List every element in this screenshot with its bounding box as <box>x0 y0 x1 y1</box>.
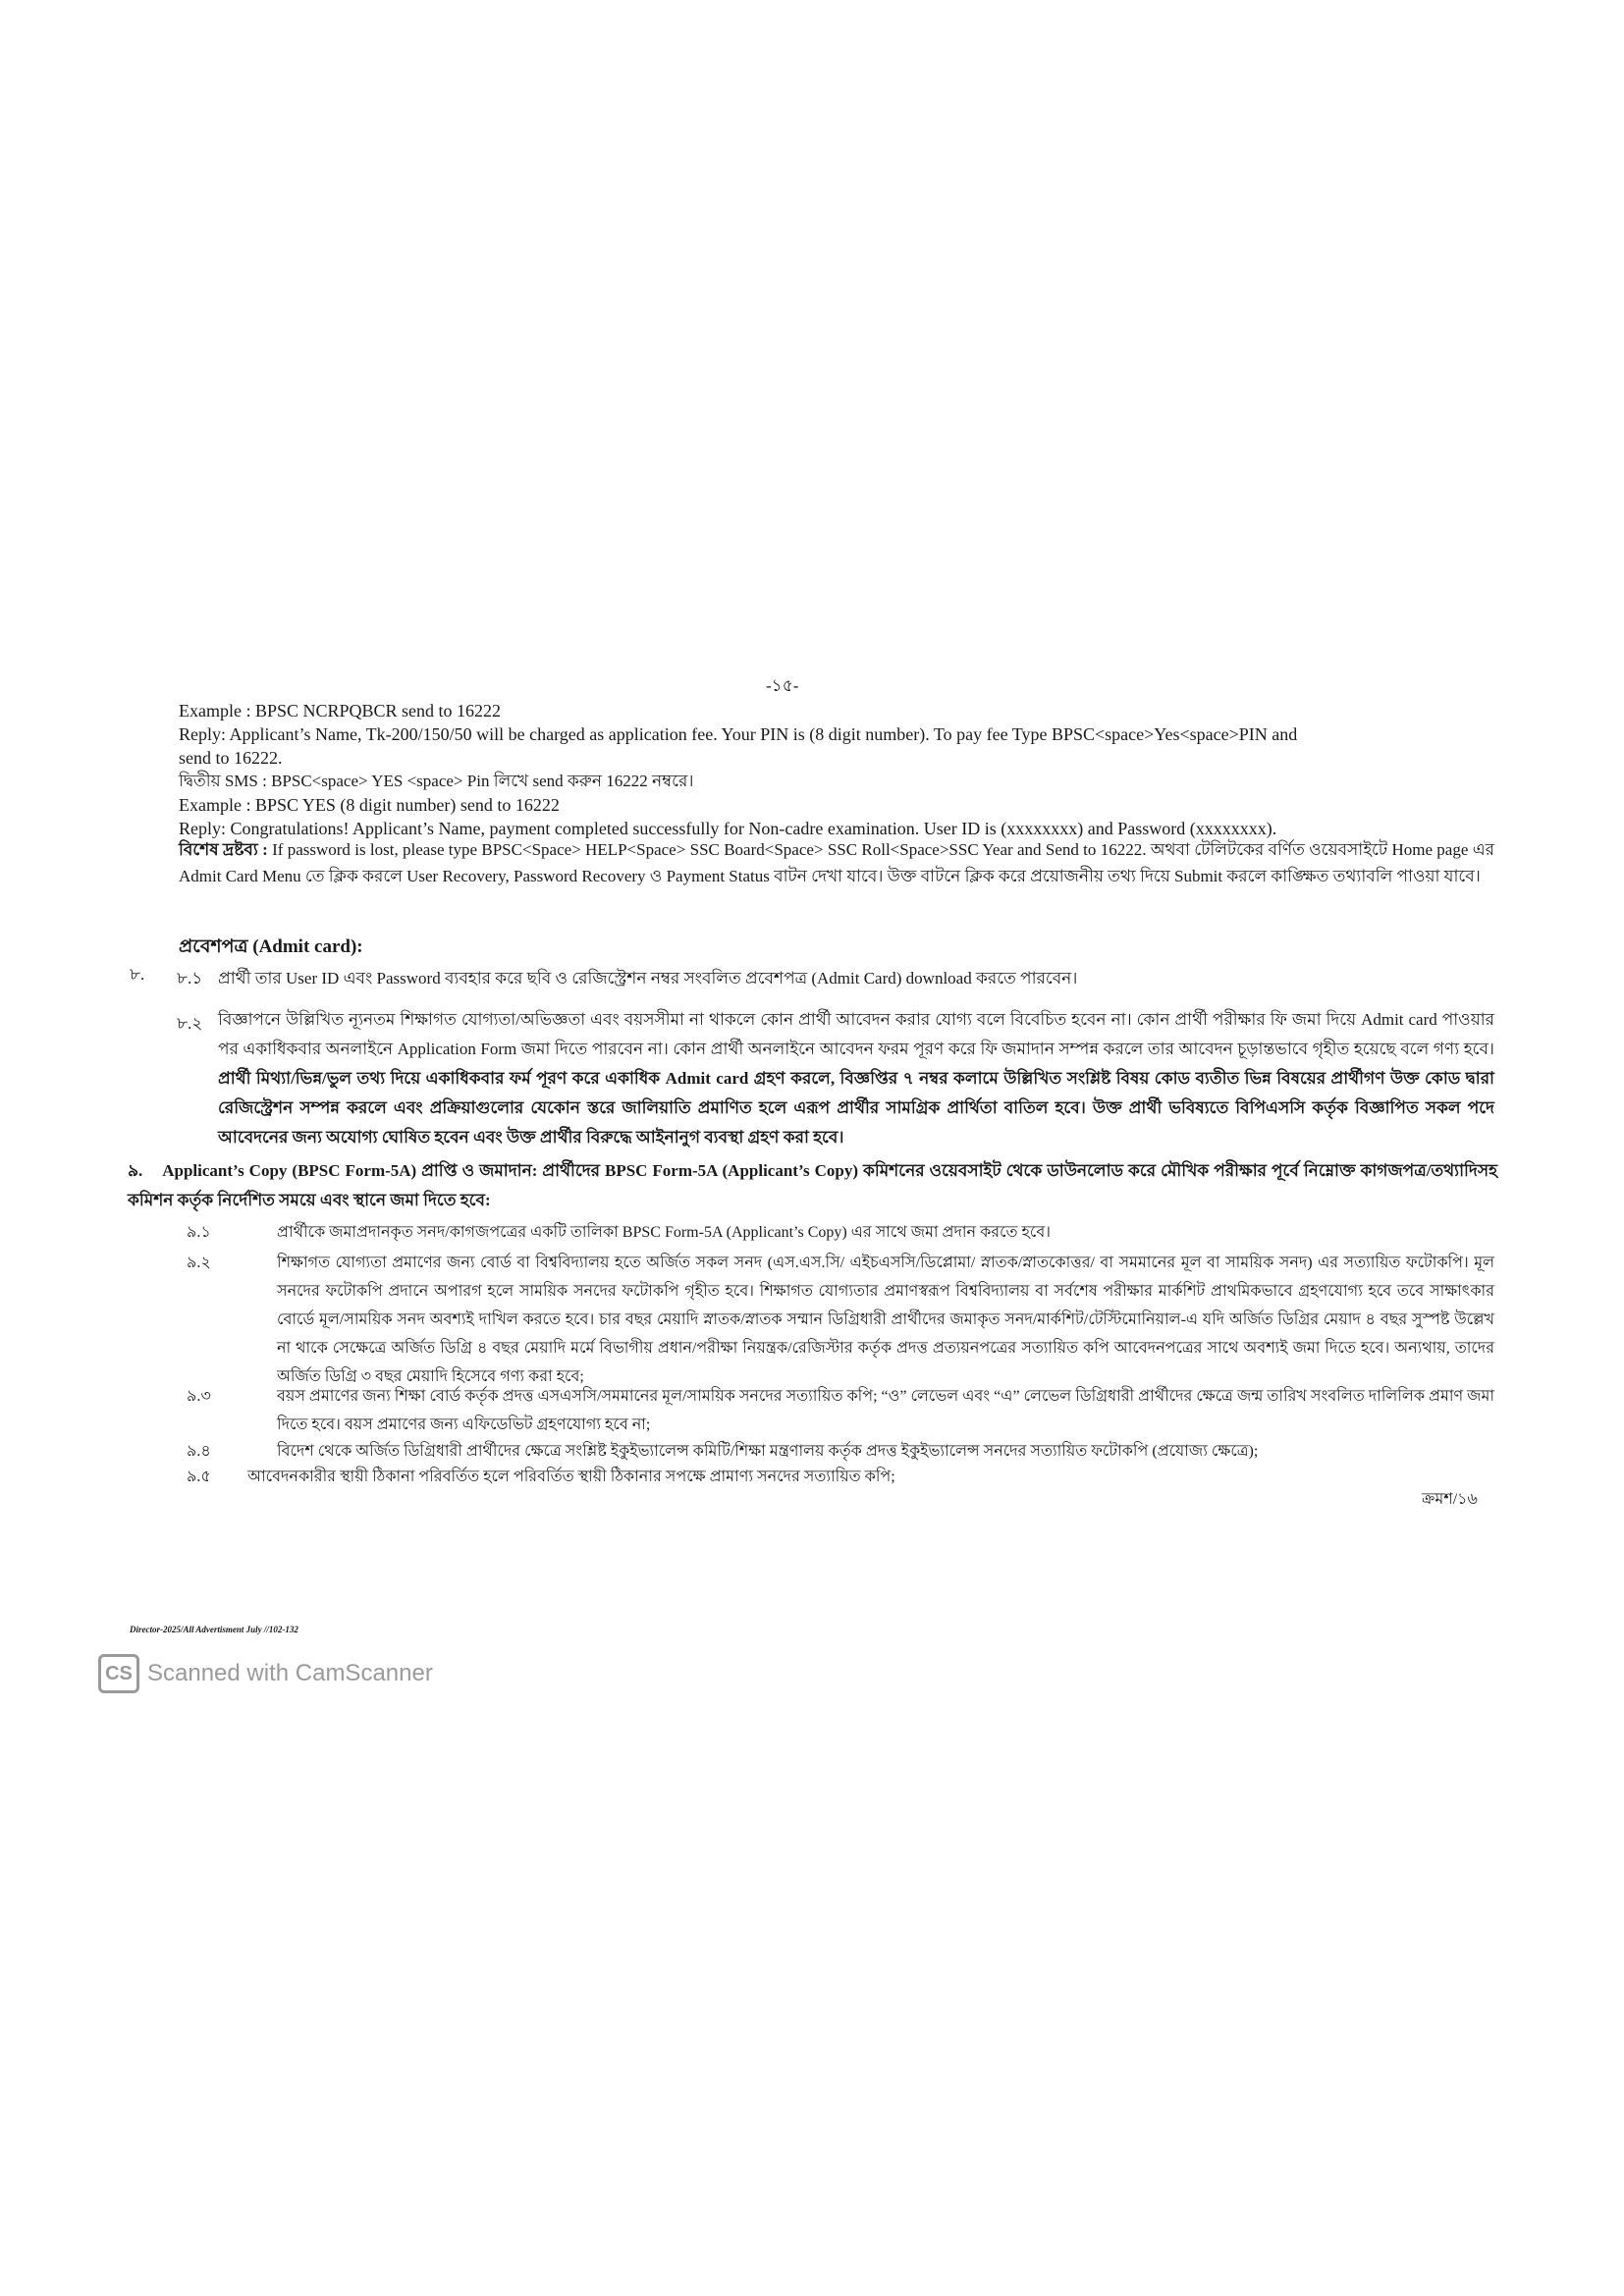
item-9-2-text: শিক্ষাগত যোগ্যতা প্রমাণের জন্য বোর্ড বা বিশ্ববিদ্যালয় হতে অর্জিত সকল সনদ (এস.এস.সি/ এইচএসসি/ডিপ্লোমা/ স্নাতক/স্নাতকোত্তর/ বা সমমানের মূল বা সাময়িক সনদ) এর সত্যায়িত ফটোকপি। মূল সনদের ফটোকপি প্রদানে অপারগ হলে সাময়িক সনদের ফটোকপি গৃহীত হবে। শিক্ষাগত যোগ্যতার প্রমাণস্বরূপ বিশ্ববিদ্যালয় বা সর্বশেষ পরীক্ষার মার্কশিট প্রাথমিকভাবে গ্রহণযোগ্য হবে তবে সাক্ষাৎকার বোর্ডে মূল/সাময়িক সনদ অবশ্যই দাখিল করতে হবে। চার বছর মেয়াদি স্নাতক/স্নাতক সম্মান ডিগ্রিধারী প্রার্থীদের জমাকৃত সনদ/মার্কশিট/টেস্টিমোনিয়াল-এ যদি অর্জিত ডিগ্রির মেয়াদ ৪ বছর সুস্পষ্ট উল্লেখ না থাকে সেক্ষেত্রে অর্জিত ডিগ্রি ৪ বছর মেয়াদি মর্মে বিভাগীয় প্রধান/পরীক্ষা নিয়ন্ত্রক/রেজিস্টার কর্তৃক প্রদত্ত প্রত্যয়নপত্রের সত্যায়িত কপি আবেদনপত্রের সাথে অবশ্যই জমা দিতে হবে। অন্যথায়, তাদের অর্জিত ডিগ্রি ৩ বছর মেয়াদি হিসেবে গণ্য করা হবে; <box>277 1255 1494 1385</box>
section-9-intro <box>128 1156 1497 1215</box>
sms-example-2: Example : BPSC YES (8 digit number) send to 16222 <box>179 795 560 815</box>
footer-reference: Director-2025/All Advertisment July //102-132 <box>130 1625 298 1634</box>
item-8-1-text: প্রার্থী তার User ID এবং Password ব্যবহার করে ছবি ও রেজিস্ট্রেশন নম্বর সংবলিত প্রবেশপত্র (Admit Card) download করতে পারবেন। <box>218 969 1078 988</box>
special-note-text: If password is lost, please type BPSC<Space> HELP<Space> SSC Board<Space> SSC Roll<Space>SSC Year and Send to 16222. অথবা টেলিটকের বর্ণিত ওয়েবসাইটে Home page এর Admit Card Menu তে ক্লিক করলে User Recovery, Password Recovery ও Payment Status বাটন দেখা যাবে। উক্ত বাটনে ক্লিক করে প্রয়োজনীয় তথ্য দিয়ে Submit করলে কাঙ্ক্ষিত তথ্যাবলি পাওয়া যাবে। <box>179 840 1494 885</box>
item-8-2-text: বিজ্ঞাপনে উল্লিখিত ন্যূনতম শিক্ষাগত যোগ্যতা/অভিজ্ঞতা এবং বয়সসীমা না থাকলে কোন প্রার্থী আবেদন করার যোগ্য বলে বিবেচিত হবেন না। কোন প্রার্থী পরীক্ষার ফি জমা দিয়ে Admit card পাওয়ার পর একাধিকবার অনলাইনে Application Form জমা দিতে পারবেন না। কোন প্রার্থী অনলাইনে আবেদন ফরম পূরণ করে ফি জমাদান সম্পন্ন করলে তার আবেদন চূড়ান্তভাবে গৃহীত হয়েছে বলে গণ্য হবে। <box>218 1010 1494 1058</box>
sms-reply-1-line-b: send to 16222. <box>179 748 283 768</box>
continued-marker: ক্রমশ/১৬ <box>1422 1491 1478 1508</box>
camscanner-text: Scanned with CamScanner <box>147 1660 433 1686</box>
sms-reply-1-line-a: Reply: Applicant’s Name, Tk-200/150/50 will be charged as application fee. Your PIN is (8 digit number). To pay fee Type BPSC<space>Yes<space>PIN and <box>179 724 1298 744</box>
item-9-5-number: ৯.৫ <box>187 1468 211 1485</box>
special-note <box>179 836 1494 889</box>
camscanner-logo-icon: CS <box>98 1654 139 1693</box>
item-9-2-number: ৯.২ <box>187 1255 211 1271</box>
section-9-text: Applicant’s Copy (BPSC Form-5A) প্রাপ্তি ও জমাদান: প্রার্থীদের BPSC Form-5A (Applicant’s Copy) কমিশনের ওয়েবসাইট থেকে ডাউনলোড করে মৌখিক পরীক্ষার পূর্বে নিম্নোক্ত কাগজপত্র/তথ্যাদিসহ কমিশন কর্তৃক নির্দেশিত সময়ে এবং স্থানে জমা দিতে হবে: <box>128 1161 1497 1209</box>
item-9-3-text: বয়স প্রমাণের জন্য শিক্ষা বোর্ড কর্তৃক প্রদত্ত এসএসসি/সমমানের মূল/সাময়িক সনদের সত্যায়িত কপি; “ও” লেভেল এবং “এ” লেভেল ডিগ্রিধারী প্রার্থীদের ক্ষেত্রে জন্ম তারিখ সংবলিত দালিলিক প্রমাণ জমা দিতে হবে। বয়স প্রমাণের জন্য এফিডেভিট গ্রহণযোগ্য হবে না; <box>277 1388 1494 1433</box>
admit-card-heading: প্রবেশপত্র (Admit card): <box>179 936 363 957</box>
camscanner-watermark <box>98 1652 433 1695</box>
item-9-3-number: ৯.৩ <box>187 1388 211 1405</box>
item-9-1-text: প্রার্থীকে জমাপ্রদানকৃত সনদ/কাগজপত্রের একটি তালিকা BPSC Form-5A (Applicant’s Copy) এর সাথে জমা প্রদান করতে হবে। <box>277 1224 1051 1241</box>
item-9-5-text: আবেদনকারীর স্থায়ী ঠিকানা পরিবর্তিত হলে পরিবর্তিত স্থায়ী ঠিকানার সপক্ষে প্রামাণ্য সনদের সত্যায়িত কপি; <box>247 1468 895 1485</box>
page-number: -১৫- <box>766 676 799 695</box>
item-8-2-marker: ৮.২ <box>177 1014 203 1033</box>
section-9-marker: ৯. <box>128 1161 143 1180</box>
item-9-4-text: বিদেশ থেকে অর্জিত ডিগ্রিধারী প্রার্থীদের ক্ষেত্রে সংশ্লিষ্ট ইকুইভ্যালেন্স কমিটি/শিক্ষা মন্ত্রণালয় কর্তৃক প্রদত্ত ইকুইভ্যালেন্স সনদের সত্যায়িত ফটোকপি (প্রযোজ্য ক্ষেত্রে); <box>277 1443 1259 1460</box>
item-9-1-number: ৯.১ <box>187 1224 211 1241</box>
item-9-4-number: ৯.৪ <box>187 1443 211 1460</box>
sms-example-1: Example : BPSC NCRPQBCR send to 16222 <box>179 701 502 721</box>
second-sms-instruction: দ্বিতীয় SMS : BPSC<space> YES <space> Pin লিখে send করুন 16222 নম্বরে। <box>179 772 694 790</box>
item-8-1-marker: ৮.১ <box>177 969 203 988</box>
item-8-2-paragraph <box>218 1005 1494 1152</box>
section-8-marker: ৮. <box>130 965 145 984</box>
sms-reply-2: Reply: Congratulations! Applicant’s Name, payment completed successfully for Non-cadre examination. User ID is (xxxxxxxx) and Password (xxxxxxxx). <box>179 819 1277 838</box>
special-note-label: বিশেষ দ্রষ্টব্য : <box>179 840 268 859</box>
item-8-2-bold-text: প্রার্থী মিথ্যা/ভিন্ন/ভুল তথ্য দিয়ে একাধিকবার ফর্ম পূরণ করে একাধিক Admit card গ্রহণ করলে, বিজ্ঞপ্তির ৭ নম্বর কলামে উল্লিখিত সংশ্লিষ্ট বিষয় কোড ব্যতীত ভিন্ন বিষয়ের প্রার্থীগণ উক্ত কোড দ্বারা রেজিস্ট্রেশন সম্পন্ন করলে এবং প্রক্রিয়াগুলোর যেকোন স্তরে জালিয়াতি প্রমাণিত হলে এরূপ প্রার্থীর সামগ্রিক প্রার্থিতা বাতিল হবে। উক্ত প্রার্থী ভবিষ্যতে বিপিএসসি কর্তৃক বিজ্ঞাপিত সকল পদে আবেদনের জন্য অযোগ্য ঘোষিত হবেন এবং উক্ত প্রার্থীর বিরুদ্ধে আইনানুগ ব্যবস্থা গ্রহণ করা হবে। <box>218 1069 1494 1147</box>
